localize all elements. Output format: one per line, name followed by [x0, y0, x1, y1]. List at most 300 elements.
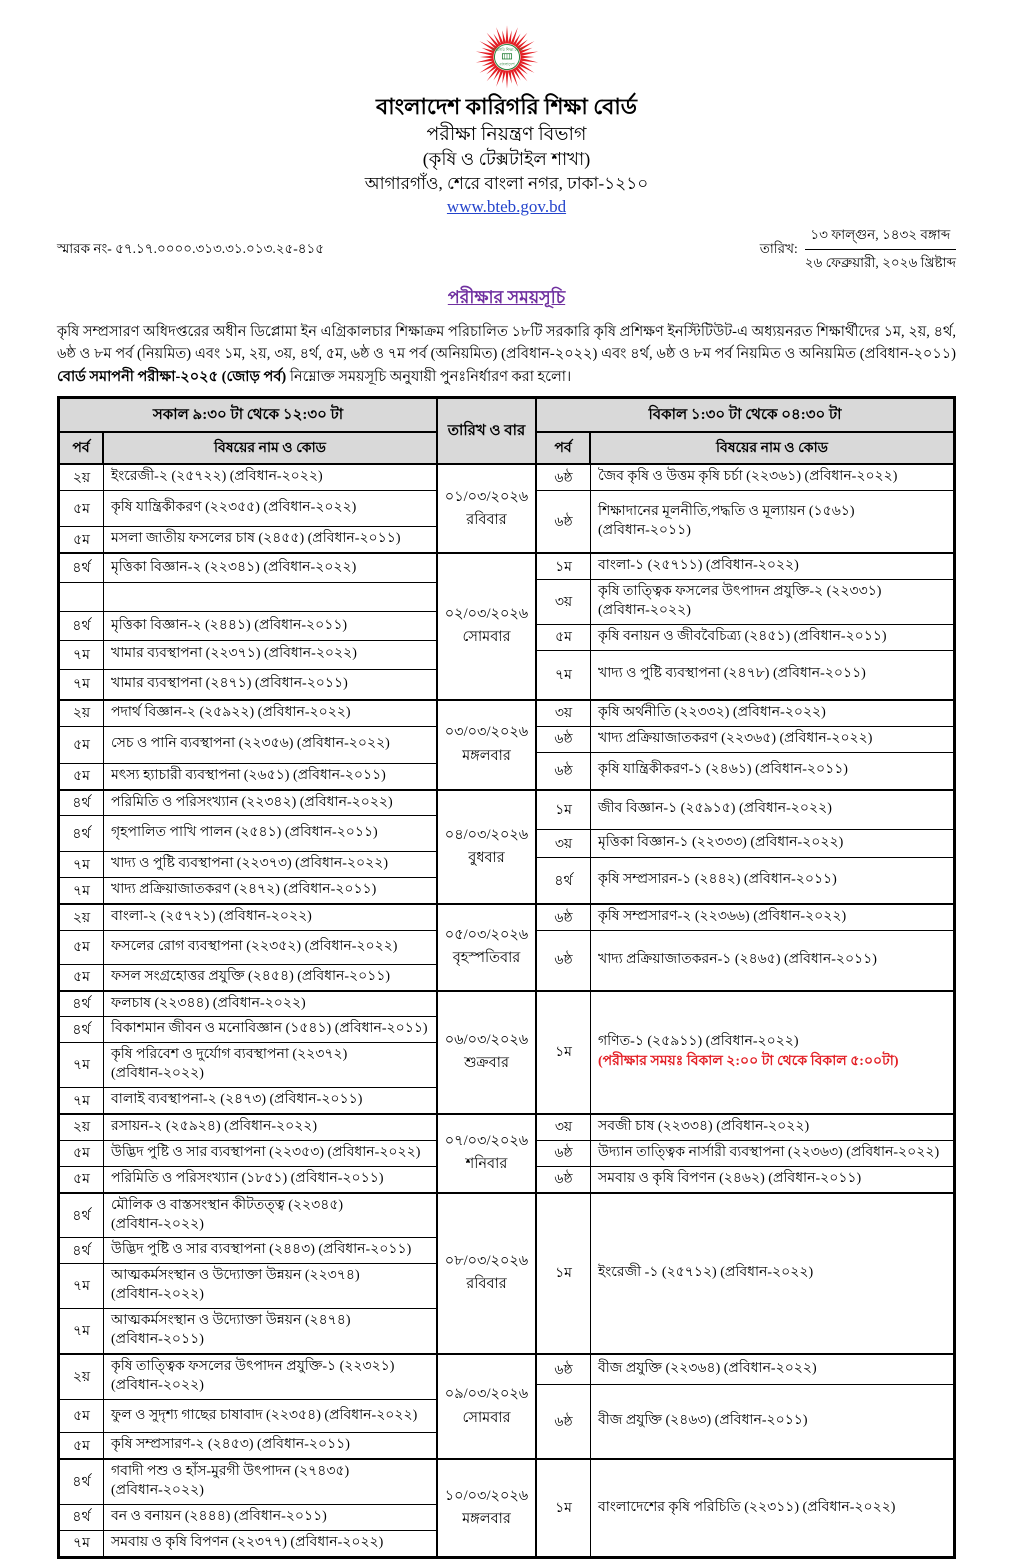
morning-row	[60, 701, 436, 727]
subject-cell	[104, 670, 436, 699]
term-cell: ৪র্থ	[60, 791, 104, 816]
term-cell: ৭ম	[60, 1531, 104, 1556]
subject-name: পরিমিতি ও পরিসংখ্যান (১৮৫১) (প্রবিধান-২০১১)	[111, 1170, 384, 1186]
morning-cell	[60, 554, 438, 699]
afternoon-header	[537, 399, 953, 463]
memo-row	[57, 224, 956, 275]
subject-name: বন ও বনায়ন (২৪৪৪) (প্রবিধান-২০১১)	[111, 1508, 327, 1524]
exam-day: শুক্রবার	[464, 1055, 509, 1072]
subject-cell	[104, 727, 436, 763]
morning-row	[60, 1167, 436, 1192]
morning-cell	[60, 1355, 438, 1458]
term-cell: ২য়	[60, 701, 104, 726]
subject-cell	[591, 1355, 953, 1384]
term-cell: ৪র্থ	[60, 1460, 104, 1504]
subject-name: খাদ্য প্রক্রিয়াজাতকরন-১ (২৪৬৫) (প্রবিধান-২০১১)	[598, 951, 877, 967]
term-cell: ৩য়	[537, 1115, 591, 1140]
term-cell: ২য়	[60, 1355, 104, 1399]
page-title: পরীক্ষার সময়সূচি	[447, 287, 566, 307]
afternoon-row	[537, 1385, 953, 1458]
subject-cell	[104, 1505, 436, 1530]
subject-name: কৃষি তাত্ত্বিক ফসলের উৎপাদন প্রযুক্তি-১ (২২৩২১) (প্রবিধান-২০২২)	[111, 1358, 395, 1393]
afternoon-row	[537, 1115, 953, 1141]
subject-cell	[104, 878, 436, 903]
subject-cell	[104, 527, 436, 552]
afternoon-cell	[537, 992, 953, 1113]
term-cell: ৪র্থ	[537, 858, 591, 903]
morning-row	[60, 764, 436, 789]
date-column-header: তারিখ ও বার	[438, 399, 537, 463]
subject-name: কৃষি অর্থনীতি (২২৩৩২) (প্রবিধান-২০২২)	[598, 704, 826, 720]
term-cell: ৬ষ্ঠ	[537, 727, 591, 752]
subject-name: বীজ প্রযুক্তি (২৪৬৩) (প্রবিধান-২০১১)	[598, 1413, 808, 1429]
subject-cell	[104, 965, 436, 990]
afternoon-row	[537, 791, 953, 830]
term-cell: ৭ম	[60, 641, 104, 669]
morning-row	[60, 1264, 436, 1309]
afternoon-row	[537, 727, 953, 753]
morning-cell	[60, 1460, 438, 1556]
morning-row	[60, 1355, 436, 1400]
subject-cell	[104, 852, 436, 877]
subject-cell	[104, 612, 436, 640]
subject-name: উদ্ভিদ পুষ্টি ও সার ব্যবস্থাপনা (২২৩৫৩) (প্রবিধান-২০২২)	[111, 1144, 421, 1160]
subject-name: জীব বিজ্ঞান-১ (২৫৯১৫) (প্রবিধান-২০২২)	[598, 801, 832, 817]
morning-row	[60, 1115, 436, 1141]
term-cell: ৫ম	[537, 625, 591, 650]
date-block	[760, 224, 956, 275]
term-cell: ৪র্থ	[60, 1238, 104, 1263]
subject-cell	[104, 905, 436, 930]
term-cell: ১ম	[537, 554, 591, 579]
term-cell: ৭ম	[60, 878, 104, 903]
subject-cell	[104, 1400, 436, 1433]
afternoon-row	[537, 651, 953, 699]
term-cell: ৫ম	[60, 1433, 104, 1458]
term-cell: ২য়	[60, 465, 104, 490]
subject-name: সমবায় ও কৃষি বিপণন (২২৩৭৭) (প্রবিধান-২০২২)	[111, 1534, 384, 1550]
afternoon-row	[537, 992, 953, 1113]
afternoon-row	[537, 830, 953, 858]
schedule-group	[60, 1194, 953, 1355]
date-cell	[438, 1355, 537, 1458]
morning-row	[60, 992, 436, 1018]
subject-name: ফলচাষ (২২৩৪৪) (প্রবিধান-২০২২)	[111, 995, 306, 1011]
morning-row	[60, 554, 436, 583]
org-name: বাংলাদেশ কারিগরি শিক্ষা বোর্ড	[375, 94, 638, 119]
schedule-group	[60, 554, 953, 701]
subject-cell	[104, 1264, 436, 1308]
morning-row	[60, 641, 436, 670]
term-cell: ৭ম	[60, 1088, 104, 1113]
subject-name: কৃষি সম্প্রসারন-১ (২৪৪২) (প্রবিধান-২০১১)	[598, 872, 837, 888]
morning-cell	[60, 992, 438, 1113]
subject-cell	[104, 465, 436, 490]
subject-name: গৃহপালিত পাখি পালন (২৫৪১) (প্রবিধান-২০১১)	[111, 825, 378, 841]
subject-cell	[591, 1115, 953, 1140]
subject-cell	[104, 931, 436, 964]
subject-name: মৎস্য হ্যাচারী ব্যবস্থাপনা (২৬৫১) (প্রবিধান-২০১১)	[111, 767, 386, 783]
morning-cell	[60, 791, 438, 904]
subject-cell	[591, 992, 953, 1113]
subject-cell	[104, 1460, 436, 1504]
schedule-groups	[60, 465, 953, 1555]
term-cell: ৪র্থ	[60, 1194, 104, 1238]
term-cell: ৬ষ্ঠ	[537, 1355, 591, 1384]
morning-row	[60, 727, 436, 764]
morning-row	[60, 1017, 436, 1043]
term-cell: ১ম	[537, 791, 591, 829]
afternoon-row	[537, 1460, 953, 1556]
subject-name: মসলা জাতীয় ফসলের চাষ (২৪৫৫) (প্রবিধান-২০১১)	[111, 531, 401, 547]
subject-name: মৃত্তিকা বিজ্ঞান-২ (২৪৪১) (প্রবিধান-২০১১)	[111, 617, 348, 633]
date-cell	[438, 791, 537, 904]
subject-name: বিকাশমান জীবন ও মনোবিজ্ঞান (১৫৪১) (প্রবিধান-২০১১)	[111, 1021, 428, 1037]
morning-row	[60, 931, 436, 965]
morning-row	[60, 583, 436, 612]
subject-cell	[104, 1115, 436, 1140]
subject-name: উদ্যান তাত্ত্বিক নার্সারী ব্যবস্থাপনা (২২৩৬৩) (প্রবিধান-২০২২)	[598, 1144, 940, 1160]
schedule-group	[60, 1115, 953, 1194]
subject-cell	[104, 1141, 436, 1166]
subject-cell	[591, 753, 953, 789]
subject-cell	[104, 1531, 436, 1556]
morning-row	[60, 1194, 436, 1239]
exam-date: ১০/০৩/২০২৬	[444, 1487, 529, 1504]
term-cell: ৫ম	[60, 527, 104, 552]
subject-name: মৃত্তিকা বিজ্ঞান-১ (২২৩৩৩) (প্রবিধান-২০২২)	[598, 835, 844, 851]
schedule-header	[60, 399, 953, 465]
exam-date: ০১/০৩/২০২৬	[444, 488, 529, 505]
morning-row	[60, 1433, 436, 1458]
afternoon-row	[537, 625, 953, 651]
morning-header	[60, 399, 438, 463]
term-cell: ৬ষ্ঠ	[537, 753, 591, 789]
subject-name: পদার্থ বিজ্ঞান-২ (২৫৯২২) (প্রবিধান-২০২২)	[111, 704, 351, 720]
subject-name: মৌলিক ও বাস্তসংস্থান কীটতত্ত্ব (২২৩৪৫) (প্রবিধান-২০২২)	[111, 1197, 344, 1232]
morning-row	[60, 1088, 436, 1113]
morning-subject-header: বিষয়ের নাম ও কোড	[214, 441, 326, 457]
intro-paragraph	[57, 321, 956, 388]
subject-name: আত্মকর্মসংস্থান ও উদ্যোক্তা উন্নয়ন (২৪৭৪) (প্রবিধান-২০১১)	[111, 1313, 351, 1348]
afternoon-cell	[537, 465, 953, 552]
subject-name: খাদ্য ও পুষ্টি ব্যবস্থাপনা (২২৩৭৩) (প্রবিধান-২০২২)	[111, 856, 389, 872]
subject-cell	[591, 830, 953, 857]
afternoon-row	[537, 491, 953, 552]
subject-cell	[591, 491, 953, 552]
logo-bottom-text: বাংলাদেশ	[498, 61, 515, 67]
subject-name: কৃষি যান্ত্রিকীকরণ-১ (২৪৬১) (প্রবিধান-২০১১)	[598, 762, 848, 778]
subject-name: খাদ্য ও পুষ্টি ব্যবস্থাপনা (২৪৭৮) (প্রবিধান-২০১১)	[598, 666, 866, 682]
subject-cell	[104, 791, 436, 816]
schedule-group	[60, 701, 953, 791]
exam-day: মঙ্গলবার	[462, 1510, 511, 1527]
subject-name: বাংলা-১ (২৫৭১১) (প্রবিধান-২০২২)	[598, 558, 799, 574]
term-cell: ১ম	[537, 1460, 591, 1556]
intro-part2: নিম্নোক্ত সময়সূচি অনুযায়ী পুনঃনির্ধারণ করা হলো।	[286, 368, 572, 385]
dept-name: পরীক্ষা নিয়ন্ত্রণ বিভাগ	[426, 123, 587, 145]
date-cell	[438, 905, 537, 989]
morning-row	[60, 1531, 436, 1556]
date-cell	[438, 1460, 537, 1556]
term-cell: ৩য়	[537, 580, 591, 624]
subject-name: মৃত্তিকা বিজ্ঞান-২ (২২৩৪১) (প্রবিধান-২০২২)	[111, 559, 357, 575]
morning-row	[60, 465, 436, 491]
afternoon-row	[537, 931, 953, 989]
exam-day: রবিবার	[466, 511, 507, 528]
subject-name: গবাদী পশু ও হাঁস-মুরগী উৎপাদন (২৭৪৩৫) (প্রবিধান-২০২২)	[111, 1464, 350, 1499]
subject-cell	[104, 701, 436, 726]
term-cell: ৬ষ্ঠ	[537, 1167, 591, 1192]
morning-row	[60, 852, 436, 878]
subject-cell	[591, 905, 953, 930]
subject-name: ফসল সংগ্রহোত্তর প্রযুক্তি (২৪৫৪) (প্রবিধান-২০১১)	[111, 968, 391, 984]
subject-name: খাদ্য প্রক্রিয়াজাতকরণ (২৪৭২) (প্রবিধান-২০১১)	[111, 882, 377, 898]
subject-name: বালাই ব্যবস্থাপনা-২ (২৪৭৩) (প্রবিধান-২০১১)	[111, 1092, 363, 1108]
subject-name: আত্মকর্মসংস্থান ও উদ্যোক্তা উন্নয়ন (২২৩৭৪) (প্রবিধান-২০২২)	[111, 1268, 360, 1303]
morning-row	[60, 905, 436, 931]
morning-cell	[60, 1194, 438, 1353]
afternoon-cell	[537, 1194, 953, 1353]
website-link[interactable]: www.bteb.gov.bd	[446, 197, 567, 216]
date-bangla: ১৩ ফাল্গুন, ১৪৩২ বঙ্গাব্দ	[805, 224, 956, 250]
exam-day: মঙ্গলবার	[462, 747, 511, 764]
exam-day: শনিবার	[465, 1156, 508, 1173]
morning-row	[60, 1043, 436, 1088]
afternoon-row	[537, 465, 953, 491]
term-cell: ৪র্থ	[60, 554, 104, 582]
date-cell	[438, 554, 537, 699]
subject-cell	[104, 1355, 436, 1399]
term-cell: ৫ম	[60, 1167, 104, 1192]
intro-bold: বোর্ড সমাপনী পরীক্ষা-২০২৫ (জোড় পর্ব)	[57, 368, 287, 385]
subject-name: গণিত-১ (২৫৯১১) (প্রবিধান-২০২২)	[598, 1033, 799, 1049]
subject-cell	[591, 858, 953, 903]
afternoon-session-label: বিকাল ১:৩০ টা থেকে ০৪:৩০ টা	[537, 399, 953, 433]
term-cell: ৪র্থ	[60, 816, 104, 851]
subject-cell	[591, 1385, 953, 1458]
subject-name: খামার ব্যবস্থাপনা (২২৩৭১) (প্রবিধান-২০২২)	[111, 646, 357, 662]
subject-cell	[591, 580, 953, 624]
subject-name: খাদ্য প্রক্রিয়াজাতকরণ (২২৩৬৫) (প্রবিধান-২০২২)	[598, 730, 873, 746]
subject-name: বাংলাদেশের কৃষি পরিচিতি (২২৩১১) (প্রবিধান-২০২২)	[598, 1499, 896, 1515]
exam-date: ০২/০৩/২০২৬	[444, 606, 529, 623]
term-cell: ৬ষ্ঠ	[537, 1141, 591, 1166]
term-cell: ১ম	[537, 992, 591, 1113]
afternoon-cell	[537, 554, 953, 699]
term-cell: ৪র্থ	[60, 612, 104, 640]
morning-row	[60, 527, 436, 552]
term-cell: ৪র্থ	[60, 1017, 104, 1042]
term-cell: ৫ম	[60, 727, 104, 763]
exam-date: ০৪/০৩/২০২৬	[444, 826, 529, 843]
subject-name: শিক্ষাদানের মূলনীতি,পদ্ধতি ও মূল্যায়ন (১৫৬১) (প্রবিধান-২০১১)	[598, 503, 855, 538]
date-gregorian: ২৬ ফেব্রুয়ারী, ২০২৬ খ্রিষ্টাব্দ	[804, 255, 956, 270]
morning-row	[60, 491, 436, 527]
exam-day: সোমবার	[462, 629, 511, 646]
afternoon-cell	[537, 701, 953, 789]
term-cell: ৫ম	[60, 965, 104, 990]
exam-time-note: (পরীক্ষার সময়ঃ বিকাল ২:০০ টা থেকে বিকাল ৫:০০টা)	[598, 1053, 899, 1069]
intro-part1: কৃষি সম্প্রসারণ অধিদপ্তরের অধীন ডিপ্লোমা ইন এগ্রিকালচার শিক্ষাক্রম পরিচালিত ১৮টি সরকারি কৃষি প্রশিক্ষণ ইনস্টিটিউট-এ অধ্যয়নরত শিক্ষার্থীদের ১ম, ২য়, ৪র্থ, ৬ষ্ঠ ও ৮ম পর্ব (নিয়মিত) এবং ১ম, ২য়, ৩য়, ৪র্থ, ৫ম, ৬ষ্ঠ ও ৭ম পর্ব (অনিয়মিত) (প্রবিধান-২০২২) এবং ৪র্থ, ৬ষ্ঠ ও ৮ম পর্ব নিয়মিত ও অনিয়মিত (প্রবিধান-২০১১)	[57, 324, 956, 363]
branch-name: (কৃষি ও টেক্সটাইল শাখা)	[422, 149, 591, 170]
subject-name: কৃষি পরিবেশ ও দুর্যোগ ব্যবস্থাপনা (২২৩৭২) (প্রবিধান-২০২২)	[111, 1047, 348, 1082]
subject-cell	[591, 1167, 953, 1192]
date-stack	[805, 224, 956, 275]
morning-row	[60, 670, 436, 699]
subject-cell	[104, 1309, 436, 1353]
subject-cell	[104, 1043, 436, 1087]
schedule-group	[60, 791, 953, 906]
morning-row	[60, 878, 436, 903]
term-cell: ২য়	[60, 905, 104, 930]
subject-name: পরিমিতি ও পরিসংখ্যান (২২৩৪২) (প্রবিধান-২০২২)	[111, 794, 393, 810]
term-cell	[60, 583, 104, 611]
subject-name: সমবায় ও কৃষি বিপণন (২৪৬২) (প্রবিধান-২০১১)	[598, 1170, 862, 1186]
subject-cell	[591, 931, 953, 989]
afternoon-subject-header: বিষয়ের নাম ও কোড	[716, 441, 828, 457]
morning-term-header: পর্ব	[60, 433, 104, 463]
morning-cell	[60, 701, 438, 789]
morning-row	[60, 612, 436, 641]
afternoon-cell	[537, 1115, 953, 1192]
term-cell: ৫ম	[60, 931, 104, 964]
term-cell: ৪র্থ	[60, 992, 104, 1017]
subject-cell	[591, 727, 953, 752]
subject-cell	[104, 816, 436, 851]
subject-cell	[591, 1194, 953, 1353]
date-cell	[438, 1115, 537, 1192]
exam-date: ০৯/০৩/২০২৬	[444, 1386, 529, 1403]
afternoon-row	[537, 1194, 953, 1353]
afternoon-cell	[537, 1355, 953, 1458]
afternoon-row	[537, 580, 953, 625]
term-cell: ৬ষ্ঠ	[537, 491, 591, 552]
morning-row	[60, 1238, 436, 1264]
subject-cell	[104, 554, 436, 582]
afternoon-row	[537, 753, 953, 789]
exam-date: ০৫/০৩/২০২৬	[444, 927, 529, 944]
term-cell: ৩য়	[537, 830, 591, 857]
term-cell: ৫ম	[60, 1141, 104, 1166]
subject-name: কৃষি বনায়ন ও জীববৈচিত্র্য (২৪৫১) (প্রবিধান-২০১১)	[598, 628, 887, 644]
subject-name: ইংরেজী-২ (২৫৭২২) (প্রবিধান-২০২২)	[111, 469, 323, 485]
date-cell	[438, 465, 537, 552]
afternoon-row	[537, 701, 953, 727]
afternoon-cell	[537, 905, 953, 989]
term-cell: ৩য়	[537, 701, 591, 726]
date-cell	[438, 701, 537, 789]
exam-day: সোমবার	[462, 1409, 511, 1426]
term-cell: ৬ষ্ঠ	[537, 905, 591, 930]
subject-cell	[104, 992, 436, 1017]
exam-day: বৃহস্পতিবার	[452, 950, 521, 967]
subject-name: কৃষি যান্ত্রিকীকরণ (২২৩৫৫) (প্রবিধান-২০২২)	[111, 500, 357, 516]
exam-date: ০৩/০৩/২০২৬	[444, 724, 529, 741]
schedule-group	[60, 1355, 953, 1460]
afternoon-row	[537, 554, 953, 580]
schedule-group	[60, 905, 953, 991]
term-cell: ৭ম	[60, 1309, 104, 1353]
morning-cell	[60, 1115, 438, 1192]
morning-row	[60, 791, 436, 817]
subject-cell	[104, 641, 436, 669]
subject-name: কৃষি সম্প্রসারণ-২ (২২৩৬৬) (প্রবিধান-২০২২)	[598, 909, 847, 925]
date-cell	[438, 992, 537, 1113]
exam-date: ০৮/০৩/২০২৬	[444, 1253, 529, 1270]
subject-cell	[591, 651, 953, 699]
morning-cell	[60, 465, 438, 552]
morning-row	[60, 1505, 436, 1531]
subject-cell	[104, 1017, 436, 1042]
subject-cell	[591, 625, 953, 650]
memo-number: স্মারক নং- ৫৭.১৭.০০০০.৩১৩.৩১.০১৩.২৫-৪১৫	[57, 241, 325, 256]
exam-day: রবিবার	[466, 1276, 507, 1293]
subject-cell	[104, 491, 436, 526]
logo-arc-text: কারিগরি শিক্ষা বোর্ড	[491, 47, 522, 53]
address-line: আগারগাঁও, শেরে বাংলা নগর, ঢাকা-১২১০	[364, 173, 649, 193]
morning-session-label: সকাল ৯:৩০ টা থেকে ১২:৩০ টা	[60, 399, 436, 433]
subject-cell	[591, 1141, 953, 1166]
subject-name: কৃষি সম্প্রসারণ-২ (২৪৫৩) (প্রবিধান-২০১১)	[111, 1437, 350, 1453]
schedule-table	[57, 396, 956, 1558]
subject-cell	[104, 1194, 436, 1238]
term-cell: ৬ষ্ঠ	[537, 1385, 591, 1458]
subject-cell	[104, 1238, 436, 1263]
morning-row	[60, 1460, 436, 1505]
subject-cell	[104, 1167, 436, 1192]
morning-row	[60, 816, 436, 852]
subject-name: ইংরেজী -১ (২৫৭১২) (প্রবিধান-২০২২)	[598, 1264, 814, 1280]
afternoon-row	[537, 858, 953, 903]
term-cell: ৬ষ্ঠ	[537, 465, 591, 490]
subject-name: বাংলা-২ (২৫৭২১) (প্রবিধান-২০২২)	[111, 909, 312, 925]
subject-name: রসায়ন-২ (২৫৯২৪) (প্রবিধান-২০২২)	[111, 1119, 318, 1135]
subject-cell	[591, 701, 953, 726]
afternoon-term-header: পর্ব	[537, 433, 591, 463]
subject-cell	[104, 1433, 436, 1458]
bteb-logo-icon	[472, 24, 542, 90]
subject-name: কৃষি তাত্ত্বিক ফসলের উৎপাদন প্রযুক্তি-২ (২২৩৩১) (প্রবিধান-২০২২)	[598, 584, 882, 618]
subject-cell	[104, 764, 436, 789]
schedule-group	[60, 992, 953, 1115]
subject-cell	[591, 1460, 953, 1556]
term-cell: ১ম	[537, 1194, 591, 1353]
morning-row	[60, 1400, 436, 1434]
schedule-group	[60, 465, 953, 554]
subject-name: উদ্ভিদ পুষ্টি ও সার ব্যবস্থাপনা (২৪৪৩) (প্রবিধান-২০১১)	[111, 1242, 412, 1258]
subject-name: জৈব কৃষি ও উত্তম কৃষি চর্চা (২২৩৬১) (প্রবিধান-২০২২)	[598, 469, 898, 485]
term-cell: ৭ম	[60, 852, 104, 877]
date-cell	[438, 1194, 537, 1353]
afternoon-row	[537, 1355, 953, 1385]
term-cell: ৭ম	[60, 670, 104, 699]
subject-name: ফুল ও সুদৃশ্য গাছের চাষাবাদ (২২৩৫৪) (প্রবিধান-২০২২)	[111, 1407, 418, 1423]
subject-name: ফসলের রোগ ব্যবস্থাপনা (২২৩৫২) (প্রবিধান-২০২২)	[111, 938, 398, 954]
subject-name: বীজ প্রযুক্তি (২২৩৬৪) (প্রবিধান-২০২২)	[598, 1361, 817, 1377]
term-cell: ৭ম	[60, 1264, 104, 1308]
afternoon-cell	[537, 1460, 953, 1556]
morning-row	[60, 1141, 436, 1167]
subject-cell	[591, 791, 953, 829]
subject-name: সবজী চাষ (২২৩৩৪) (প্রবিধান-২০২২)	[598, 1119, 810, 1135]
afternoon-row	[537, 905, 953, 931]
date-label: তারিখ:	[759, 241, 798, 256]
subject-name: খামার ব্যবস্থাপনা (২৪৭১) (প্রবিধান-২০১১)	[111, 675, 348, 691]
afternoon-cell	[537, 791, 953, 904]
subject-cell	[591, 554, 953, 579]
term-cell: ৭ম	[60, 1043, 104, 1087]
